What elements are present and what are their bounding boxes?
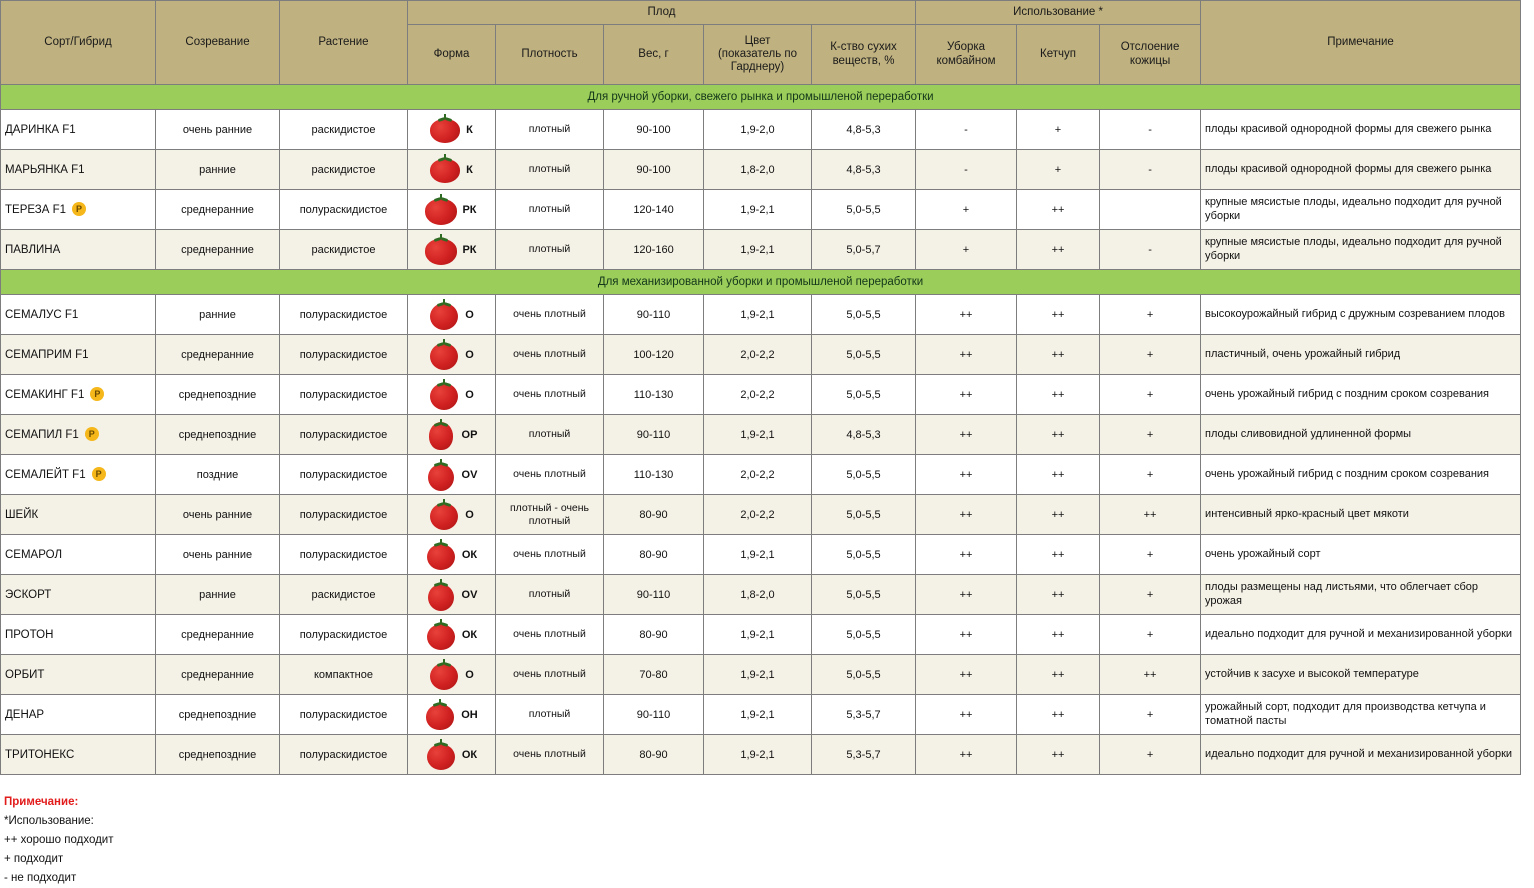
col-ripening: Созревание [156,1,280,85]
ripening-cell: ранние [156,575,280,615]
weight-cell: 90-100 [604,110,704,150]
table-row[interactable] [1,110,1521,150]
variety-name-cell [1,150,156,190]
shape-code: К [466,163,473,176]
ketchup-cell: + [1017,110,1100,150]
ketchup-cell: ++ [1017,535,1100,575]
ketchup-cell: ++ [1017,190,1100,230]
variety-name-cell [1,695,156,735]
fruit-shape-cell [408,335,496,375]
peeling-cell: + [1100,695,1201,735]
col-variety: Сорт/Гибрид [1,1,156,85]
tomato-o [429,381,459,409]
dry-matter-cell: 5,0-5,7 [812,230,916,270]
variety-name: СЕМАПИЛ F1 [5,428,79,441]
color-cell: 1,9-2,1 [704,535,812,575]
peeling-cell: + [1100,455,1201,495]
variety-name-cell [1,495,156,535]
plant-cell: полураскидистое [280,415,408,455]
density-cell: очень плотный [496,535,604,575]
ripening-cell: среднепоздние [156,375,280,415]
variety-name: ШЕЙК [5,508,39,521]
color-cell: 1,9-2,1 [704,295,812,335]
color-cell: 1,9-2,0 [704,110,812,150]
variety-name-cell [1,535,156,575]
weight-cell: 80-90 [604,615,704,655]
harvest-cell: ++ [916,295,1017,335]
dry-matter-cell: 5,0-5,5 [812,615,916,655]
weight-cell: 120-140 [604,190,704,230]
ripening-cell: ранние [156,150,280,190]
harvest-cell: + [916,230,1017,270]
dry-matter-cell: 5,0-5,5 [812,375,916,415]
ketchup-cell: ++ [1017,695,1100,735]
color-cell: 1,9-2,1 [704,190,812,230]
plant-cell: раскидистое [280,110,408,150]
plant-cell: полураскидистое [280,190,408,230]
ripening-cell: среднепоздние [156,695,280,735]
variety-name: ТРИТОНЕКС [5,748,75,761]
color-cell: 2,0-2,2 [704,335,812,375]
shape-code: О [465,668,474,681]
variety-name-cell [1,335,156,375]
variety-name: ЭСКОРТ [5,588,52,601]
fruit-shape-cell [408,295,496,335]
col-weight: Вес, г [604,25,704,85]
density-cell: очень плотный [496,735,604,775]
shape-code: РК [462,203,477,216]
col-peeling-line2: кожицы [1129,54,1171,67]
shape-code: О [465,508,474,521]
section-band-label: Для ручной уборки, свежего рынка и промышленой переработки [1,85,1521,110]
ketchup-cell: ++ [1017,495,1100,535]
registered-badge: Р [92,467,106,481]
variety-name: МАРЬЯНКА F1 [5,163,85,176]
density-cell: плотный - очень плотный [496,495,604,535]
variety-name: ДАРИНКА F1 [5,123,76,136]
ketchup-cell: ++ [1017,655,1100,695]
dry-matter-cell: 5,3-5,7 [812,695,916,735]
variety-name: СЕМАРОЛ [5,548,63,561]
ripening-cell: среднепоздние [156,735,280,775]
col-harvest [916,25,1017,85]
density-cell: плотный [496,230,604,270]
density-cell: плотный [496,415,604,455]
table-body [1,85,1521,775]
variety-name: ДЕНАР [5,708,45,721]
dry-matter-cell: 4,8-5,3 [812,110,916,150]
shape-code: ОV [461,468,478,481]
ripening-cell: среднепоздние [156,415,280,455]
weight-cell: 70-80 [604,655,704,695]
table-row[interactable] [1,230,1521,270]
tomato-o [429,301,459,329]
variety-name-cell [1,230,156,270]
ketchup-cell: + [1017,150,1100,190]
dry-matter-cell: 5,0-5,5 [812,655,916,695]
weight-cell: 100-120 [604,335,704,375]
harvest-cell: - [916,110,1017,150]
note-cell: плоды красивой однородной формы для свежего рынка [1201,150,1521,190]
color-cell: 1,9-2,1 [704,415,812,455]
tomato-ok [426,621,456,649]
fruit-shape-cell [408,455,496,495]
fruit-shape-cell [408,615,496,655]
fruit-shape-cell [408,110,496,150]
table-row[interactable] [1,295,1521,335]
harvest-cell: ++ [916,735,1017,775]
col-drymatter [812,25,916,85]
density-cell: очень плотный [496,295,604,335]
ketchup-cell: ++ [1017,575,1100,615]
col-density: Плотность [496,25,604,85]
note-cell: очень урожайный сорт [1201,535,1521,575]
col-peeling-line1: Отслоение [1120,41,1180,54]
variety-name: ТЕРЕЗА F1 [5,203,67,216]
weight-cell: 90-110 [604,295,704,335]
note-cell: идеально подходит для ручной и механизированной уборки [1201,735,1521,775]
harvest-cell: ++ [916,375,1017,415]
note-cell: пластичный, очень урожайный гибрид [1201,335,1521,375]
variety-name-cell [1,295,156,335]
color-cell: 1,9-2,1 [704,695,812,735]
table-row[interactable] [1,615,1521,655]
tomato-k [430,156,460,184]
peeling-cell: + [1100,735,1201,775]
ripening-cell: среднеранние [156,615,280,655]
density-cell: очень плотный [496,455,604,495]
harvest-cell: - [916,150,1017,190]
dry-matter-cell: 5,3-5,7 [812,735,916,775]
peeling-cell: + [1100,575,1201,615]
ripening-cell: очень ранние [156,495,280,535]
col-harvest-line1: Уборка [946,41,986,54]
col-group-fruit: Плод [408,1,916,25]
table-row[interactable] [1,415,1521,455]
note-cell: очень урожайный гибрид с поздним сроком созревания [1201,455,1521,495]
table-row[interactable] [1,655,1521,695]
density-cell: плотный [496,110,604,150]
weight-cell: 80-90 [604,495,704,535]
dry-matter-cell: 5,0-5,5 [812,455,916,495]
variety-name-cell [1,615,156,655]
fruit-shape-cell [408,575,496,615]
peeling-cell: + [1100,295,1201,335]
col-color-line1: Цвет [744,34,771,47]
color-cell: 1,8-2,0 [704,575,812,615]
note-cell: крупные мясистые плоды, идеально подходит для ручной уборки [1201,190,1521,230]
weight-cell: 90-110 [604,575,704,615]
ketchup-cell: ++ [1017,415,1100,455]
weight-cell: 110-130 [604,455,704,495]
weight-cell: 80-90 [604,735,704,775]
section-band-row [1,270,1521,295]
plant-cell: полураскидистое [280,695,408,735]
col-drymatter-line2: веществ, % [832,54,895,67]
color-cell: 1,8-2,0 [704,150,812,190]
weight-cell: 120-160 [604,230,704,270]
shape-code: О [465,388,474,401]
shape-code: ОК [461,748,478,761]
tomato-o [429,501,459,529]
variety-name: ПРОТОН [5,628,54,641]
legend-line-no: - не подходит [4,871,77,884]
registered-badge: Р [90,387,104,401]
table-row[interactable] [1,375,1521,415]
density-cell: очень плотный [496,655,604,695]
plant-cell: полураскидистое [280,615,408,655]
col-ketchup: Кетчуп [1017,25,1100,85]
harvest-cell: ++ [916,535,1017,575]
weight-cell: 110-130 [604,375,704,415]
table-row[interactable] [1,495,1521,535]
shape-code: РК [462,243,477,256]
note-cell: плоды красивой однородной формы для свежего рынка [1201,110,1521,150]
fruit-shape-cell [408,695,496,735]
col-group-usage: Использование * [916,1,1201,25]
ripening-cell: очень ранние [156,110,280,150]
variety-name: СЕМАЛЕЙТ F1 [5,468,86,481]
table-row[interactable] [1,535,1521,575]
tomato-op [426,421,456,449]
harvest-cell: ++ [916,655,1017,695]
peeling-cell: + [1100,535,1201,575]
tomato-ok [426,741,456,769]
variety-name: ПАВЛИНА [5,243,61,256]
ripening-cell: поздние [156,455,280,495]
color-cell: 2,0-2,2 [704,375,812,415]
variety-name-cell [1,455,156,495]
harvest-cell: ++ [916,455,1017,495]
fruit-shape-cell [408,190,496,230]
peeling-cell [1100,190,1201,230]
table-row[interactable] [1,735,1521,775]
color-cell: 2,0-2,2 [704,455,812,495]
dry-matter-cell: 5,0-5,5 [812,335,916,375]
plant-cell: раскидистое [280,575,408,615]
note-cell: интенсивный ярко-красный цвет мякоти [1201,495,1521,535]
ripening-cell: среднеранние [156,230,280,270]
density-cell: плотный [496,695,604,735]
table-row[interactable] [1,150,1521,190]
ketchup-cell: ++ [1017,615,1100,655]
peeling-cell: + [1100,615,1201,655]
col-drymatter-line1: К-ство сухих [830,41,897,54]
ketchup-cell: ++ [1017,230,1100,270]
fruit-shape-cell [408,230,496,270]
registered-badge: Р [72,202,86,216]
note-cell: устойчив к засухе и высокой температуре [1201,655,1521,695]
col-color [704,25,812,85]
harvest-cell: ++ [916,335,1017,375]
shape-code: ОК [461,628,478,641]
variety-name-cell [1,655,156,695]
section-band-row [1,85,1521,110]
table-row[interactable] [1,335,1521,375]
harvest-cell: ++ [916,615,1017,655]
shape-code: ОК [461,548,478,561]
legend-line-good: ++ хорошо подходит [4,833,114,846]
fruit-shape-cell [408,375,496,415]
shape-code: О [465,348,474,361]
fruit-shape-cell [408,415,496,455]
tomato-pk [426,196,456,224]
peeling-cell: + [1100,415,1201,455]
shape-code: ОV [461,588,478,601]
tomato-oh [425,701,455,729]
ketchup-cell: ++ [1017,455,1100,495]
plant-cell: полураскидистое [280,295,408,335]
variety-name-cell [1,110,156,150]
peeling-cell: ++ [1100,655,1201,695]
note-cell: плоды сливовидной удлиненной формы [1201,415,1521,455]
ripening-cell: среднеранние [156,655,280,695]
density-cell: очень плотный [496,335,604,375]
variety-name-cell [1,190,156,230]
weight-cell: 90-110 [604,695,704,735]
ketchup-cell: ++ [1017,375,1100,415]
color-cell: 1,9-2,1 [704,230,812,270]
density-cell: очень плотный [496,375,604,415]
legend-line-usage: *Использование: [4,814,94,827]
note-cell: плоды размещены над листьями, что облегчает сбор урожая [1201,575,1521,615]
registered-badge: Р [85,427,99,441]
density-cell: плотный [496,150,604,190]
plant-cell: полураскидистое [280,375,408,415]
dry-matter-cell: 5,0-5,5 [812,190,916,230]
dry-matter-cell: 5,0-5,5 [812,575,916,615]
ketchup-cell: ++ [1017,335,1100,375]
harvest-cell: + [916,190,1017,230]
fruit-shape-cell [408,655,496,695]
fruit-shape-cell [408,150,496,190]
ripening-cell: среднеранние [156,190,280,230]
variety-name-cell [1,375,156,415]
plant-cell: компактное [280,655,408,695]
dry-matter-cell: 5,0-5,5 [812,295,916,335]
density-cell: очень плотный [496,615,604,655]
col-harvest-line2: комбайном [936,54,996,67]
tomato-o [429,661,459,689]
plant-cell: полураскидистое [280,535,408,575]
harvest-cell: ++ [916,495,1017,535]
table-row[interactable] [1,190,1521,230]
variety-name: ОРБИТ [5,668,45,681]
weight-cell: 80-90 [604,535,704,575]
ketchup-cell: ++ [1017,735,1100,775]
note-cell: высокоурожайный гибрид с дружным созреванием плодов [1201,295,1521,335]
variety-name-cell [1,415,156,455]
col-color-line2: (показатель по [717,47,798,60]
harvest-cell: ++ [916,695,1017,735]
plant-cell: раскидистое [280,230,408,270]
color-cell: 2,0-2,2 [704,495,812,535]
note-cell: крупные мясистые плоды, идеально подходит для ручной уборки [1201,230,1521,270]
harvest-cell: ++ [916,575,1017,615]
legend-line-ok: + подходит [4,852,64,865]
tomato-o [429,341,459,369]
peeling-cell: ++ [1100,495,1201,535]
ketchup-cell: ++ [1017,295,1100,335]
plant-cell: полураскидистое [280,495,408,535]
shape-code: ОР [461,428,478,441]
fruit-shape-cell [408,535,496,575]
legend-block [0,793,1534,888]
variety-name: СЕМАКИНГ F1 [5,388,85,401]
dry-matter-cell: 5,0-5,5 [812,495,916,535]
col-note: Примечание [1201,1,1521,85]
plant-cell: раскидистое [280,150,408,190]
ripening-cell: ранние [156,295,280,335]
shape-code: ОН [461,708,478,721]
col-shape: Форма [408,25,496,85]
tomato-ov [426,581,456,609]
harvest-cell: ++ [916,415,1017,455]
peeling-cell: + [1100,335,1201,375]
plant-cell: полураскидистое [280,335,408,375]
note-cell: идеально подходит для ручной и механизированной уборки [1201,615,1521,655]
dry-matter-cell: 4,8-5,3 [812,150,916,190]
tomato-pk [426,236,456,264]
section-band-label: Для механизированной уборки и промышленой переработки [1,270,1521,295]
note-cell: урожайный сорт, подходит для производства кетчупа и томатной пасты [1201,695,1521,735]
color-cell: 1,9-2,1 [704,735,812,775]
dry-matter-cell: 4,8-5,3 [812,415,916,455]
density-cell: плотный [496,575,604,615]
plant-cell: полураскидистое [280,735,408,775]
table-header [1,1,1521,85]
variety-name-cell [1,735,156,775]
variety-name-cell [1,575,156,615]
color-cell: 1,9-2,1 [704,615,812,655]
peeling-cell: - [1100,150,1201,190]
tomato-ov [426,461,456,489]
legend-title: Примечание: [4,796,79,808]
table-row[interactable] [1,695,1521,735]
density-cell: плотный [496,190,604,230]
header-group-row [1,1,1521,25]
col-color-line3: Гарднеру) [730,61,785,74]
fruit-shape-cell [408,495,496,535]
note-cell: очень урожайный гибрид с поздним сроком созревания [1201,375,1521,415]
tomato-k [430,116,460,144]
weight-cell: 90-100 [604,150,704,190]
peeling-cell: + [1100,375,1201,415]
table-row[interactable] [1,455,1521,495]
tomato-ok [426,541,456,569]
weight-cell: 90-110 [604,415,704,455]
shape-code: К [466,123,473,136]
peeling-cell: - [1100,110,1201,150]
variety-name: СЕМАПРИМ F1 [5,348,89,361]
dry-matter-cell: 5,0-5,5 [812,535,916,575]
ripening-cell: среднеранние [156,335,280,375]
col-peeling [1100,25,1201,85]
color-cell: 1,9-2,1 [704,655,812,695]
fruit-shape-cell [408,735,496,775]
variety-name: СЕМАЛУС F1 [5,308,79,321]
shape-code: О [465,308,474,321]
ripening-cell: очень ранние [156,535,280,575]
col-plant: Растение [280,1,408,85]
plant-cell: полураскидистое [280,455,408,495]
peeling-cell: - [1100,230,1201,270]
table-row[interactable] [1,575,1521,615]
